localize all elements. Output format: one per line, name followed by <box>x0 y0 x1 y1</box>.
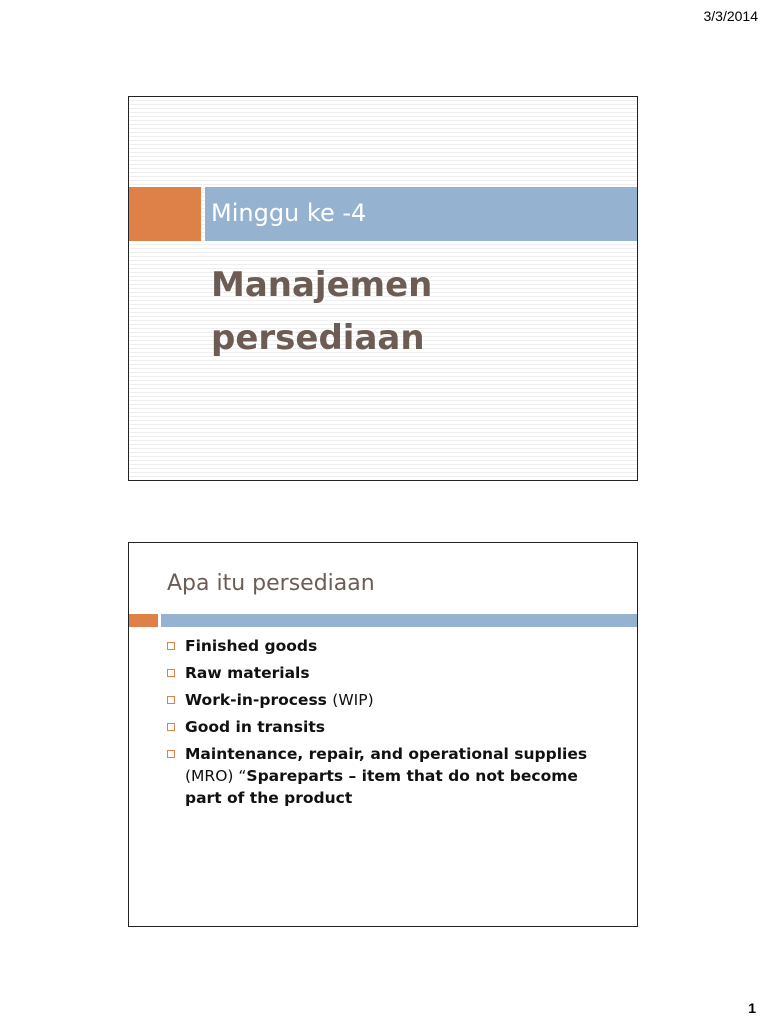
list-item-text-bold: Work-in-process <box>185 691 333 709</box>
content-slide <box>128 542 638 927</box>
square-bullet-icon <box>167 669 175 677</box>
list-item <box>167 689 617 711</box>
orange-accent-block <box>129 187 201 241</box>
list-item <box>167 716 617 738</box>
blue-accent-bar <box>161 614 637 627</box>
list-item <box>167 743 617 809</box>
list-item-text: Good in transits <box>185 718 325 736</box>
square-bullet-icon <box>167 642 175 650</box>
square-bullet-icon <box>167 723 175 731</box>
subtitle-band <box>205 187 637 241</box>
list-item <box>167 662 617 684</box>
list-item <box>167 635 617 657</box>
title-line-2: persediaan <box>211 317 425 358</box>
list-item-text: Finished goods <box>185 637 318 655</box>
bullet-list <box>167 635 617 814</box>
page-date: 3/3/2014 <box>703 8 758 24</box>
square-bullet-icon <box>167 696 175 704</box>
title-line-1: Manajemen <box>211 265 433 305</box>
title-slide <box>128 96 638 481</box>
list-item-text-bold: Spareparts – item that do not become part of the product <box>185 767 578 807</box>
slide-main-title <box>211 259 432 364</box>
list-item-text-normal: (WIP) <box>332 691 374 709</box>
list-item-text-normal: (MRO) “ <box>185 767 247 785</box>
slide-subtitle: Minggu ke -4 <box>211 199 367 227</box>
list-item-text-bold: Maintenance, repair, and operational supplies <box>185 745 588 763</box>
list-item-text: Raw materials <box>185 664 310 682</box>
slide-title: Apa itu persediaan <box>167 571 375 596</box>
page-number: 1 <box>748 1000 756 1016</box>
orange-accent-bar <box>129 614 158 627</box>
square-bullet-icon <box>167 750 175 758</box>
